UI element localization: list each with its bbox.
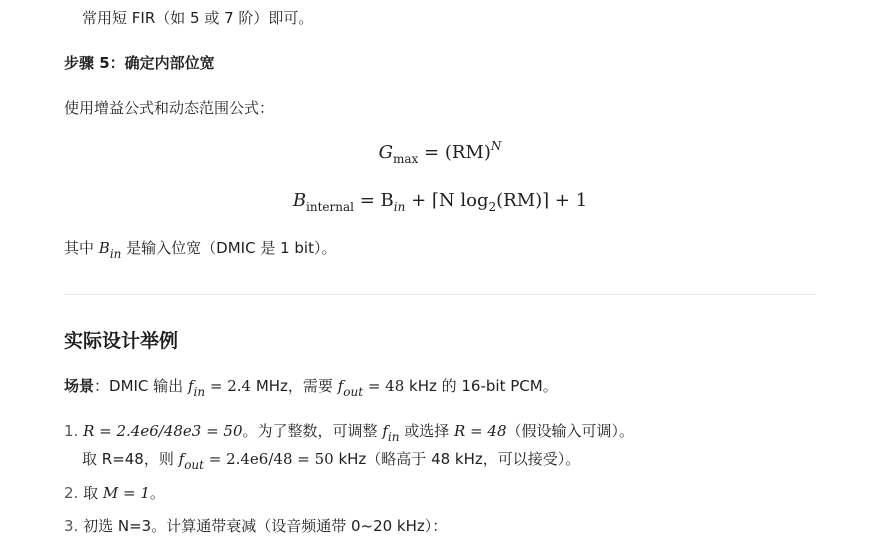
list-item: 2. 取 M = 1。 <box>64 484 165 502</box>
equation-binternal: $B_{internal} = B_{in}$ + ⌈N $\log_2(RM)⌉ + 1$ <box>292 190 588 214</box>
section-heading: 实际设计举例 <box>64 330 179 352</box>
equation-gmax: $G_{max} = (RM)^N$ <box>378 139 502 166</box>
list-item-continuation: 取 R=48，则 $f_{out} = 2.4e6/48 = 50$ kHz（略高于 48 kHz，可以接受）。 <box>82 450 581 472</box>
list-item: 3. 初选 N=3。计算通带衰减（设音频通带 0~20 kHz）： <box>64 517 448 535</box>
bin-note: 其中 $B_{in}$ 是输入位宽（DMIC 是 1 bit）。 <box>64 239 337 261</box>
list-item: 1. R = 2.4e6/48e3 = 50。为了整数，可调整 $f_{in}$ 或选择 R = 48（假设输入可调）。 <box>64 422 635 444</box>
scene-label: 场景 <box>64 377 95 395</box>
scene-line: 场景：DMIC 输出 $f_{in} = 2.4$ MHz，需要 $f_{out} = 48$ kHz 的 16-bit PCM。 <box>64 377 558 399</box>
continuation-text: 常用短 FIR（如 5 或 7 阶）即可。 <box>82 9 314 27</box>
step5-intro: 使用增益公式和动态范围公式： <box>64 99 275 117</box>
section-divider <box>64 294 816 295</box>
step5-heading: 步骤 5：确定内部位宽 <box>64 54 215 72</box>
